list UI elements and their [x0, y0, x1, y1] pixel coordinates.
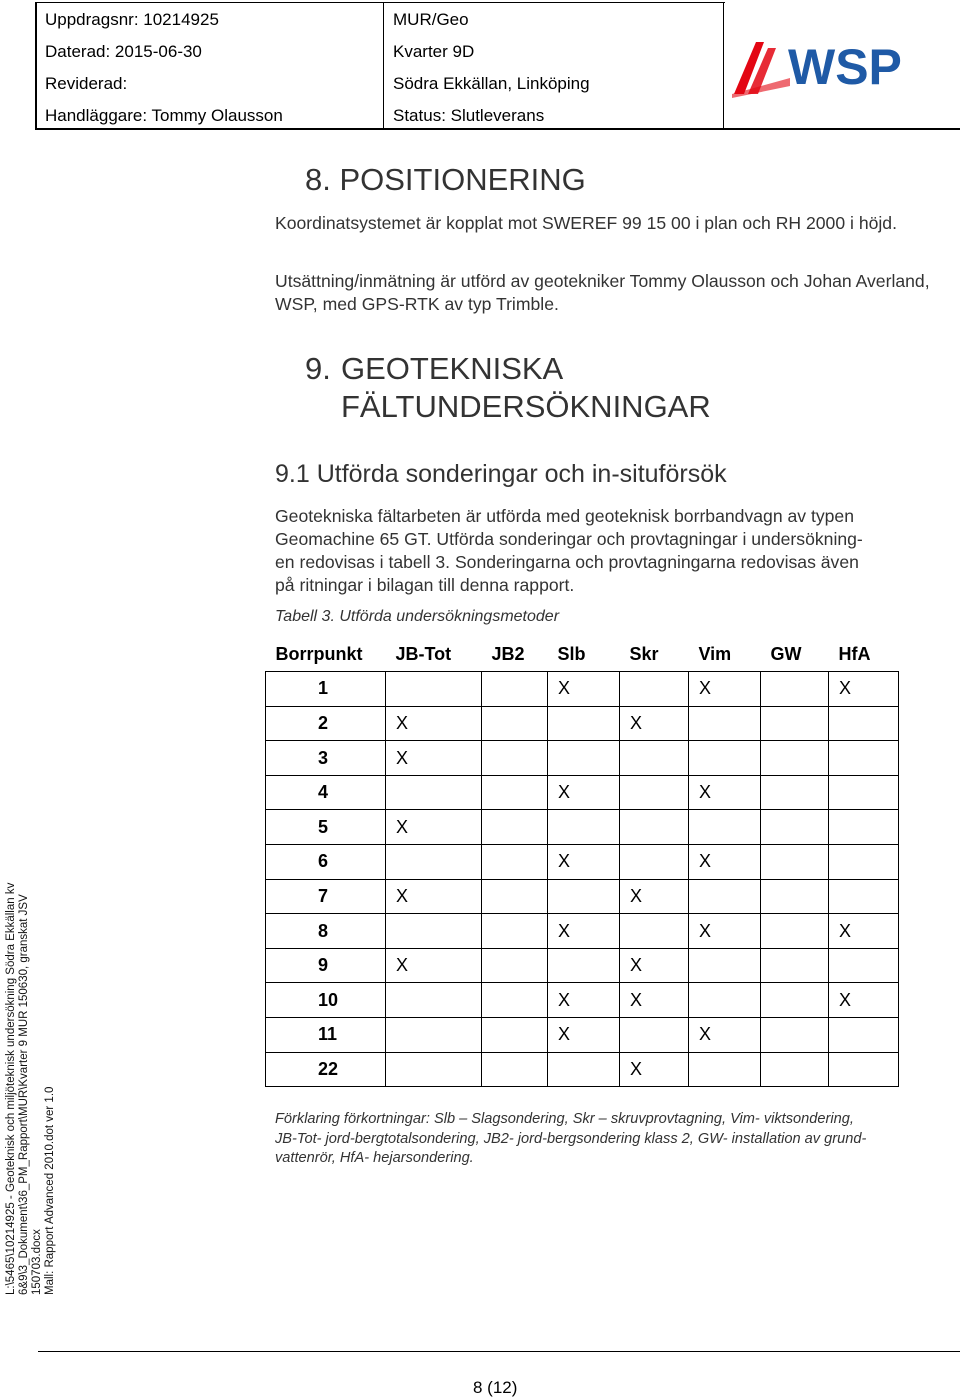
method-cell [761, 706, 829, 741]
method-cell: X [689, 775, 761, 810]
method-cell: X [548, 1018, 620, 1053]
column-header: Slb [548, 637, 620, 672]
header-project-code: MUR/Geo [393, 10, 469, 29]
method-cell [689, 948, 761, 983]
svg-text:WSP: WSP [788, 39, 902, 95]
method-cell [386, 1018, 482, 1053]
method-cell: X [689, 1018, 761, 1053]
method-cell [620, 775, 689, 810]
table-row [266, 672, 899, 707]
section-9-title-line-2: FÄLTUNDERSÖKNINGAR [341, 389, 711, 424]
section-9-number: 9. [305, 351, 331, 386]
method-cell [620, 914, 689, 949]
method-cell [548, 948, 620, 983]
table-row [266, 983, 899, 1018]
file-path-line: L:\5465\10214925 - Geoteknisk och miljöteknisk undersökning Södra Ekkällan kv [5, 882, 17, 1295]
method-cell [482, 810, 548, 845]
method-cell [386, 1052, 482, 1087]
header-border-left [35, 2, 37, 129]
method-cell [761, 948, 829, 983]
borrpunkt-cell: 1 [266, 672, 386, 707]
section-8-paragraph-2: Utsättning/inmätning är utförd av geotekniker Tommy Olausson och Johan Averland, WSP, med GPS-RTK av typ Trimble. [275, 271, 930, 314]
method-cell [548, 810, 620, 845]
method-cell [386, 845, 482, 880]
table-row [266, 914, 899, 949]
method-cell [620, 741, 689, 776]
method-cell: X [386, 706, 482, 741]
method-cell: X [829, 672, 899, 707]
method-cell: X [386, 948, 482, 983]
method-cell [829, 879, 899, 914]
method-cell [548, 879, 620, 914]
borrpunkt-cell: 11 [266, 1018, 386, 1053]
method-cell [761, 810, 829, 845]
section-8-heading: 8. POSITIONERING [305, 162, 586, 197]
table-row [266, 1018, 899, 1053]
method-cell [386, 775, 482, 810]
section-8-paragraph-1: Koordinatsystemet är kopplat mot SWEREF 99 15 00 i plan och RH 2000 i höjd. [275, 213, 897, 233]
method-cell [482, 1018, 548, 1053]
method-cell [689, 741, 761, 776]
section-9-1-paragraph [275, 505, 955, 597]
method-cell: X [548, 983, 620, 1018]
column-header: Skr [620, 637, 689, 672]
borrpunkt-cell: 9 [266, 948, 386, 983]
method-cell: X [548, 672, 620, 707]
header-divider [383, 2, 384, 129]
method-cell: X [689, 672, 761, 707]
header-border-top [35, 2, 725, 3]
section-9-title-line-1: GEOTEKNISKA [341, 351, 564, 386]
method-cell: X [386, 741, 482, 776]
footer-divider [38, 1351, 960, 1352]
method-cell [482, 741, 548, 776]
method-cell [548, 1052, 620, 1087]
file-path-sidebar [5, 883, 57, 1295]
table-row [266, 810, 899, 845]
table-caption-text: Tabell 3. Utförda undersökningsmetoder [275, 608, 560, 625]
method-cell [761, 845, 829, 880]
method-cell [482, 775, 548, 810]
wsp-logo [730, 34, 930, 98]
method-cell [620, 1018, 689, 1053]
method-cell: X [689, 845, 761, 880]
method-cell: X [548, 845, 620, 880]
method-cell: X [829, 914, 899, 949]
method-cell [689, 706, 761, 741]
footnote-line: vattenrör, HfA- hejarsondering. [275, 1150, 474, 1166]
method-cell [829, 706, 899, 741]
file-path-line: 150703.docx [31, 1229, 43, 1295]
column-header: JB2 [482, 637, 548, 672]
footnote-line: JB-Tot- jord-bergtotalsondering, JB2- jord-bergsondering klass 2, GW- installation av grund- [275, 1130, 867, 1147]
method-cell: X [548, 914, 620, 949]
method-cell: X [386, 810, 482, 845]
method-cell [761, 879, 829, 914]
header-assignment-number: Uppdragsnr: 10214925 [45, 10, 219, 29]
table-caption [275, 608, 559, 626]
method-cell [761, 1018, 829, 1053]
template-info: Mall: Rapport Advanced 2010.dot ver 1.0 [44, 1086, 56, 1295]
method-cell: X [620, 1052, 689, 1087]
header-divider [723, 2, 724, 129]
column-header: GW [761, 637, 829, 672]
method-cell [689, 879, 761, 914]
method-cell [761, 914, 829, 949]
method-cell [548, 741, 620, 776]
method-cell [620, 845, 689, 880]
method-cell [829, 775, 899, 810]
method-cell [761, 775, 829, 810]
paragraph-line: en redovisas i tabell 3. Sonderingarna och provtagningarna redovisas även [275, 552, 859, 572]
table-row [266, 845, 899, 880]
table-row [266, 948, 899, 983]
method-cell [386, 983, 482, 1018]
method-cell [689, 810, 761, 845]
borrpunkt-cell: 8 [266, 914, 386, 949]
method-cell [548, 706, 620, 741]
method-cell [386, 914, 482, 949]
method-cell [829, 741, 899, 776]
borrpunkt-cell: 6 [266, 845, 386, 880]
column-header: Borrpunkt [266, 637, 386, 672]
method-cell [761, 741, 829, 776]
method-cell [482, 706, 548, 741]
paragraph-line: på ritningar i bilagan till denna rapport. [275, 575, 575, 595]
method-cell: X [386, 879, 482, 914]
borrpunkt-cell: 2 [266, 706, 386, 741]
borrpunkt-cell: 22 [266, 1052, 386, 1087]
method-cell [761, 1052, 829, 1087]
method-cell: X [689, 914, 761, 949]
method-cell: X [829, 983, 899, 1018]
method-cell [482, 672, 548, 707]
header-border-bottom [35, 128, 960, 130]
column-header: Vim [689, 637, 761, 672]
header-date: Daterad: 2015-06-30 [45, 42, 202, 61]
method-cell [620, 810, 689, 845]
method-cell [482, 845, 548, 880]
method-cell [386, 672, 482, 707]
method-cell: X [548, 775, 620, 810]
method-cell [761, 983, 829, 1018]
borrpunkt-cell: 7 [266, 879, 386, 914]
file-path-line: 6&9\3_Dokument\36_PM_Rapport\MUR\Kvarter 9 MUR 150630, granskat JSV [18, 894, 30, 1295]
paragraph-line: Geomachine 65 GT. Utförda sonderingar och provtagningar i undersökning- [275, 529, 863, 549]
footnote-line: Förklaring förkortningar: Slb – Slagsondering, Skr – skruvprovtagning, Vim- viktsondering, [275, 1111, 854, 1127]
document-header [0, 0, 960, 131]
method-cell [829, 810, 899, 845]
method-cell: X [620, 706, 689, 741]
table-row [266, 741, 899, 776]
table-row [266, 775, 899, 810]
abbreviations-footnote [275, 1110, 955, 1169]
method-cell: X [620, 948, 689, 983]
method-cell: X [620, 983, 689, 1018]
method-cell [829, 948, 899, 983]
section-9-1-heading: 9.1 Utförda sonderingar och in-situförsök [275, 460, 727, 488]
borrpunkt-cell: 3 [266, 741, 386, 776]
table-header-row [266, 637, 899, 672]
header-revised: Reviderad: [45, 74, 128, 93]
method-cell: X [620, 879, 689, 914]
method-cell [829, 845, 899, 880]
method-cell [482, 914, 548, 949]
method-cell [829, 1018, 899, 1053]
paragraph-line: Geotekniska fältarbeten är utförda med geoteknisk borrbandvagn av typen [275, 506, 854, 526]
table-row [266, 1052, 899, 1087]
page-number: 8 (12) [473, 1378, 518, 1397]
method-cell [482, 879, 548, 914]
table-row [266, 879, 899, 914]
method-cell [482, 1052, 548, 1087]
column-header: JB-Tot [386, 637, 482, 672]
column-header: HfA [829, 637, 899, 672]
header-status: Status: Slutleverans [393, 106, 545, 125]
method-cell [761, 672, 829, 707]
method-cell [482, 948, 548, 983]
method-cell [689, 983, 761, 1018]
table-row [266, 706, 899, 741]
borrpunkt-cell: 4 [266, 775, 386, 810]
method-cell [829, 1052, 899, 1087]
investigation-methods-table [265, 637, 899, 1087]
method-cell [620, 672, 689, 707]
borrpunkt-cell: 10 [266, 983, 386, 1018]
method-cell [482, 983, 548, 1018]
method-cell [689, 1052, 761, 1087]
borrpunkt-cell: 5 [266, 810, 386, 845]
header-handler: Handläggare: Tommy Olausson [45, 106, 283, 125]
header-location: Södra Ekkällan, Linköping [393, 74, 590, 93]
header-block: Kvarter 9D [393, 42, 475, 61]
